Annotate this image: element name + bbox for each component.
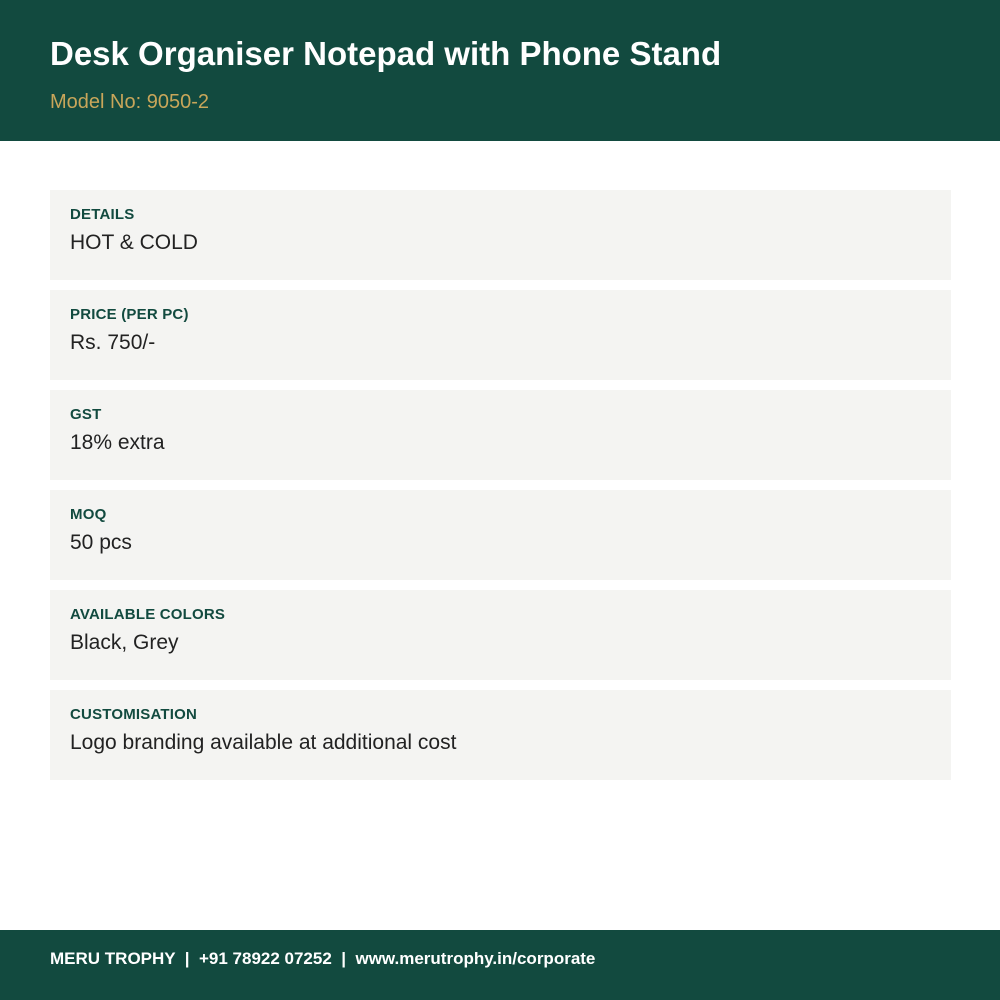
spec-label: MOQ (70, 506, 107, 523)
spec-value: Rs. 750/- (70, 331, 156, 354)
spec-card-gst (50, 390, 951, 480)
spec-value: HOT & COLD (70, 231, 198, 254)
model-number: Model No: 9050-2 (50, 91, 209, 113)
footer-phone: +91 78922 07252 (198, 949, 332, 968)
spec-card-customisation (50, 690, 951, 780)
spec-card-colors (50, 590, 951, 680)
spec-value: Black, Grey (70, 631, 179, 654)
footer-bar (0, 930, 1000, 1000)
spec-label: AVAILABLE COLORS (70, 606, 226, 623)
spec-list (50, 190, 951, 790)
header-banner (0, 0, 1000, 141)
product-title: Desk Organiser Notepad with Phone Stand (50, 35, 722, 72)
footer-separator: | (175, 949, 199, 968)
footer-brand: MERU TROPHY (50, 949, 176, 968)
spec-value: Logo branding available at additional cost (70, 731, 457, 754)
spec-label: DETAILS (70, 206, 135, 223)
footer-website: www.merutrophy.in/corporate (355, 949, 596, 968)
spec-value: 18% extra (70, 431, 165, 454)
spec-label: GST (70, 406, 102, 423)
footer-contact (50, 949, 595, 969)
spec-label: PRICE (PER PC) (70, 306, 189, 323)
footer-separator: | (331, 949, 356, 968)
spec-card-price (50, 290, 951, 380)
spec-value: 50 pcs (70, 531, 132, 554)
spec-label: CUSTOMISATION (70, 706, 198, 723)
spec-card-moq (50, 490, 951, 580)
spec-card-details (50, 190, 951, 280)
